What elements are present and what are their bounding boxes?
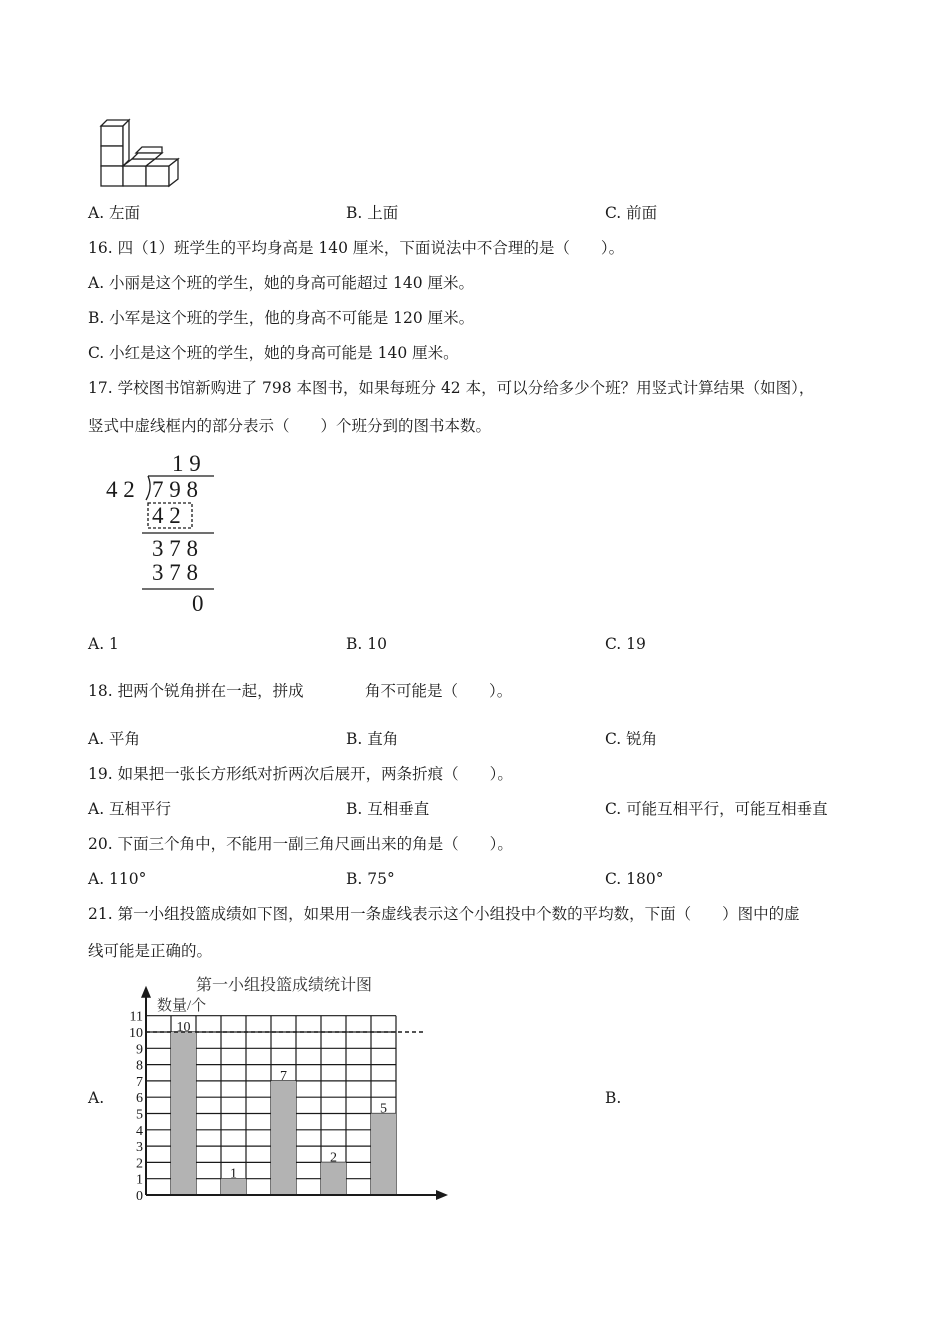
q21-option-b[interactable]: B.: [605, 1089, 622, 1107]
chart-y-tick-label: 2: [136, 1156, 143, 1172]
chart-y-tick-label: 4: [136, 1123, 143, 1139]
chart-y-tick-label: 6: [136, 1091, 143, 1107]
basketball-score-chart: [112, 970, 452, 1206]
chart-bar: [321, 1162, 346, 1195]
chart-data-label: 7: [280, 1068, 287, 1084]
q18-option-b[interactable]: B. 直角: [346, 730, 399, 748]
chart-y-tick-label: 8: [136, 1058, 143, 1074]
q16-stem: 16. 四（1）班学生的平均身高是 140 厘米，下面说法中不合理的是（ ）。: [88, 239, 625, 257]
chart-ylabel: 数量/个: [157, 998, 207, 1014]
q19-stem: 19. 如果把一张长方形纸对折两次后展开，两条折痕（ ）。: [88, 765, 513, 783]
q16-option-b[interactable]: B. 小军是这个班的学生，他的身高不可能是 120 厘米。: [88, 309, 475, 327]
cube-figure: [96, 116, 186, 190]
chart-y-tick-label: 7: [136, 1074, 143, 1090]
division-remainder: 0: [192, 591, 204, 616]
q21-stem-line1: 21. 第一小组投篮成绩如下图，如果用一条虚线表示这个小组投中个数的平均数，下面（ ）图中的虚: [88, 905, 800, 923]
chart-data-label: 1: [230, 1166, 237, 1182]
q17-option-a[interactable]: A. 1: [88, 635, 119, 653]
chart-y-tick-label: 11: [129, 1009, 143, 1025]
q20-option-a[interactable]: A. 110°: [88, 870, 147, 888]
q20-option-c[interactable]: C. 180°: [605, 870, 664, 888]
q20-stem: 20. 下面三个角中，不能用一副三角尺画出来的角是（ ）。: [88, 835, 513, 853]
chart-data-label: 10: [176, 1020, 191, 1035]
division-dividend: 7 9 8: [152, 477, 198, 502]
chart-title: 第一小组投篮成绩统计图: [196, 977, 373, 994]
chart-bar: [171, 1032, 196, 1195]
chart-y-tick-label: 5: [136, 1107, 143, 1123]
chart-y-tick-label: 1: [136, 1172, 143, 1188]
division-boxed-value: 4 2: [152, 503, 181, 528]
q15-option-a[interactable]: A. 左面: [88, 204, 141, 222]
chart-x-axis-arrow: [436, 1190, 448, 1200]
chart-y-tick-label: 10: [129, 1026, 143, 1041]
q18-option-c[interactable]: C. 锐角: [605, 730, 658, 748]
long-division-figure: [96, 450, 226, 620]
division-divisor: 4 2: [106, 477, 135, 502]
q19-option-b[interactable]: B. 互相垂直: [346, 800, 430, 818]
q16-option-c[interactable]: C. 小红是这个班的学生，她的身高可能是 140 厘米。: [88, 344, 459, 362]
division-step1: 3 7 8: [152, 536, 198, 561]
chart-bar: [371, 1114, 396, 1196]
q18-option-a[interactable]: A. 平角: [88, 730, 141, 748]
q18-stem-part2: 角不可能是（ ）。: [365, 682, 513, 700]
q19-option-c[interactable]: C. 可能互相平行，可能互相垂直: [605, 800, 828, 818]
q17-option-c[interactable]: C. 19: [605, 635, 646, 653]
q21-option-a[interactable]: A.: [88, 1089, 105, 1107]
q16-option-a[interactable]: A. 小丽是这个班的学生，她的身高可能超过 140 厘米。: [88, 274, 474, 292]
division-quotient: 1 9: [172, 451, 201, 476]
q17-stem-line1: 17. 学校图书馆新购进了 798 本图书，如果每班分 42 本，可以分给多少个班？用竖式计算结果（如图），: [88, 379, 815, 397]
q19-option-a[interactable]: A. 互相平行: [88, 800, 172, 818]
chart-y-tick-label: 9: [136, 1042, 143, 1058]
q17-option-b[interactable]: B. 10: [346, 635, 387, 653]
chart-bar: [271, 1081, 296, 1195]
q17-stem-line2: 竖式中虚线框内的部分表示（ ）个班分到的图书本数。: [88, 417, 492, 435]
chart-y-tick-label: 3: [136, 1140, 143, 1156]
q15-option-c[interactable]: C. 前面: [605, 204, 658, 222]
chart-y-tick-label: 0: [136, 1189, 143, 1204]
q20-option-b[interactable]: B. 75°: [346, 870, 395, 888]
q18-stem-part1: 18. 把两个锐角拼在一起，拼成: [88, 682, 304, 700]
chart-data-label: 5: [380, 1101, 387, 1117]
chart-data-label: 2: [330, 1150, 337, 1166]
q15-option-b[interactable]: B. 上面: [346, 204, 399, 222]
chart-y-axis-arrow: [141, 986, 151, 998]
division-step2: 3 7 8: [152, 560, 198, 585]
q21-stem-line2: 线可能是正确的。: [88, 942, 213, 960]
